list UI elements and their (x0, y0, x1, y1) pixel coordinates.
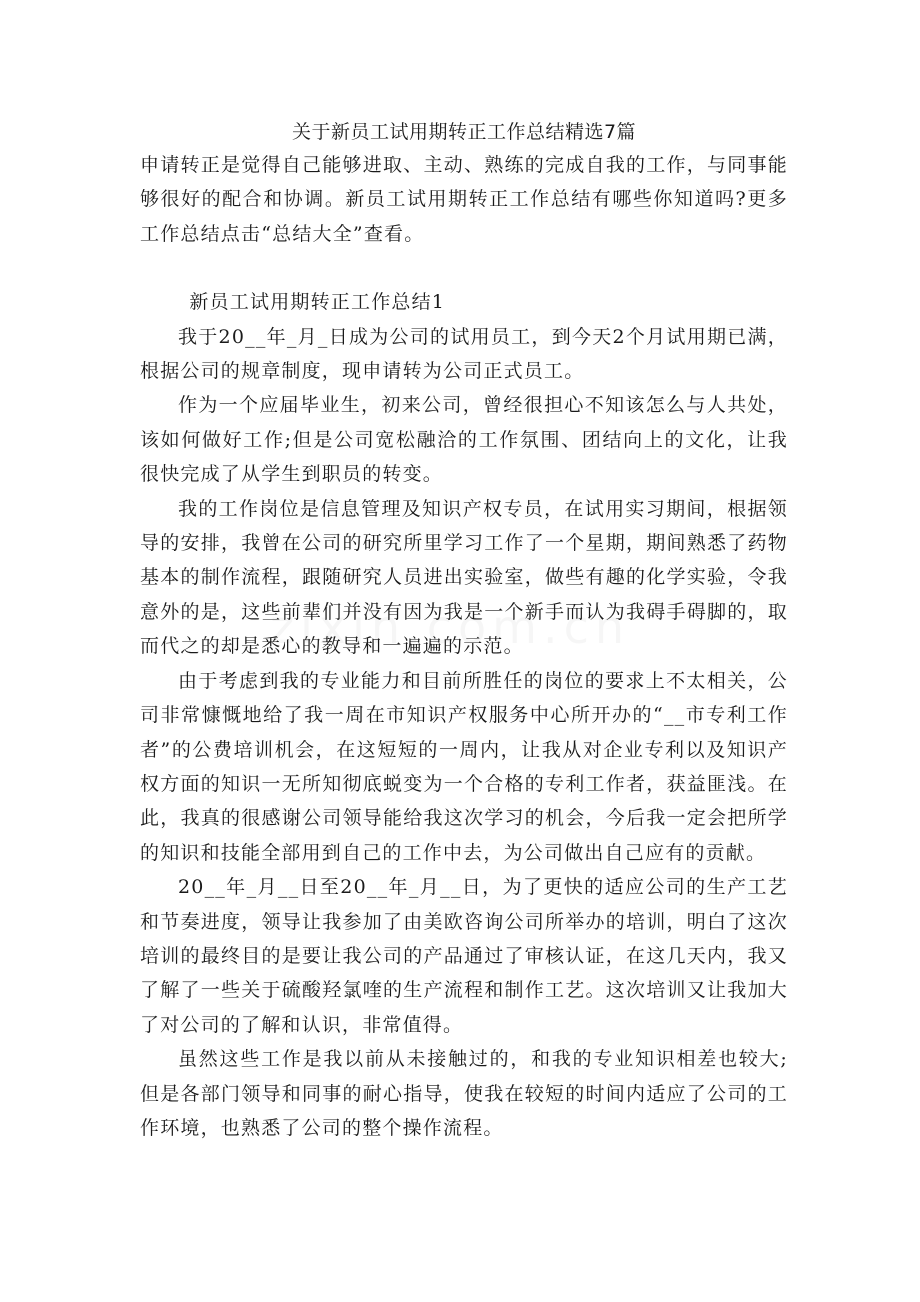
body-paragraph: 我的工作岗位是信息管理及知识产权专员，在试用实习期间，根据领导的安排，我曾在公司的研究所里学习工作了一个星期，期间熟悉了药物基本的制作流程，跟随研究人员进出实验室，做些有趣的化学实验，令我意外的是，这些前辈们并没有因为我是一个新手而认为我碍手碍脚的，取而代之的却是悉心的教导和一遍遍的示范。 (140, 497, 788, 658)
section-heading: 新员工试用期转正工作总结1 (189, 291, 446, 314)
document-title: 关于新员工试用期转正工作总结精选7篇 (291, 121, 637, 143)
body-paragraph: 20__年_月__日至20__年_月__日，为了更快的适应公司的生产工艺和节奏进度，领导让我参加了由美欧咨询公司所举办的培训，明白了这次培训的最终目的是要让我公司的产品通过了审核认证，在这几天内，我又了解了一些关于硫酸羟氯喹的生产流程和制作工艺。这次培训又让我加大了对公司的了解和认识，非常值得。 (140, 876, 788, 1036)
body-paragraph: 由于考虑到我的专业能力和目前所胜任的岗位的要求上不太相关，公司非常慷慨地给了我一周在市知识产权服务中心所开办的“__市专利工作者”的公费培训机会，在这短短的一周内，让我从对企业专利以及知识产权方面的知识一无所知彻底蜕变为一个合格的专利工作者，获益匪浅。在此，我真的很感谢公司领导能给我这次学习的机会，今后我一定会把所学的知识和技能全部用到自己的工作中去，为公司做出自己应有的贡献。 (140, 669, 788, 864)
document-page (140, 116, 788, 1145)
body-paragraph: 作为一个应届毕业生，初来公司，曾经很担心不知该怎么与人共处，该如何做好工作;但是公司宽松融洽的工作氛围、团结向上的文化，让我很快完成了从学生到职员的转变。 (140, 394, 788, 486)
body-paragraph: 虽然这些工作是我以前从未接触过的，和我的专业知识相差也较大;但是各部门领导和同事的耐心指导，使我在较短的时间内适应了公司的工作环境，也熟悉了公司的整个操作流程。 (140, 1048, 788, 1139)
intro-paragraph: 申请转正是觉得自己能够进取、主动、熟练的完成自我的工作，与同事能够很好的配合和协调。新员工试用期转正工作总结有哪些你知道吗?更多工作总结点击“总结大全”查看。 (140, 154, 788, 245)
body-paragraph: 我于20__年_月_日成为公司的试用员工，到今天2个月试用期已满，根据公司的规章制度，现申请转为公司正式员工。 (140, 325, 788, 383)
